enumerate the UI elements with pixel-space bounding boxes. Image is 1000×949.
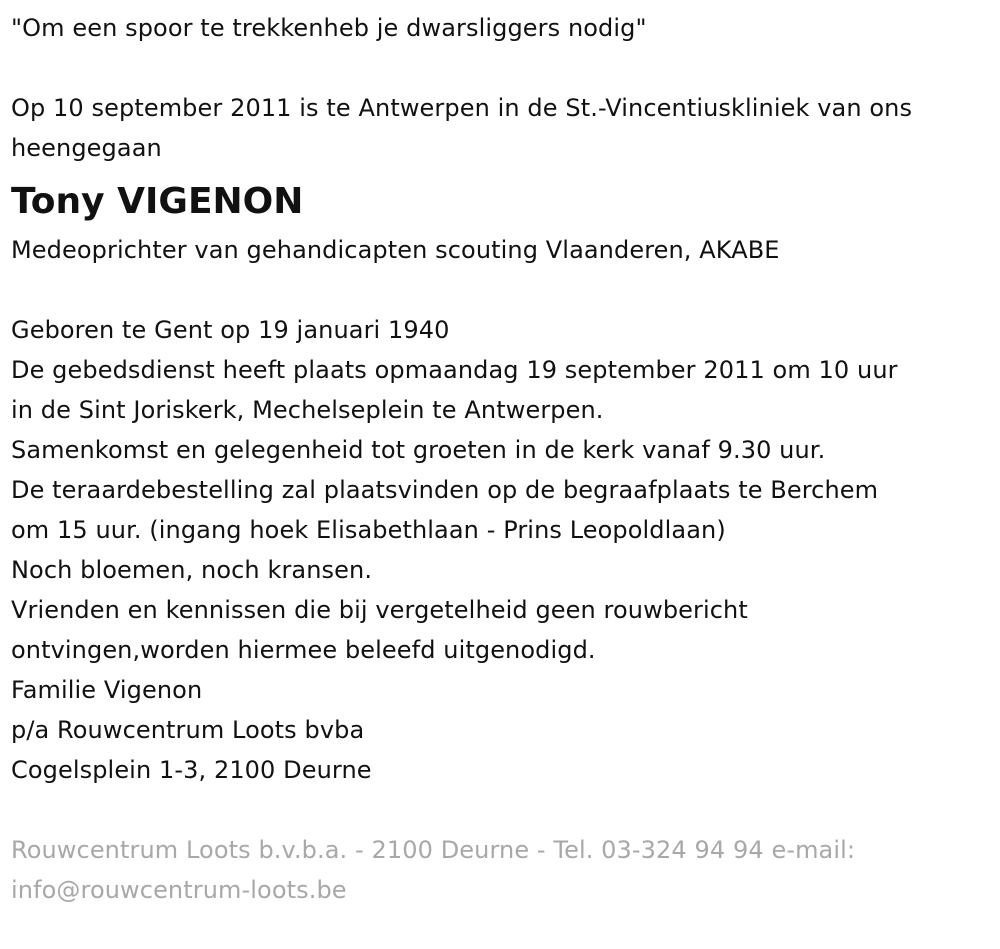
spacer <box>11 48 991 88</box>
detail-line: Samenkomst en gelegenheid tot groeten in de kerk vanaf 9.30 uur. <box>11 436 826 464</box>
deceased-name: Tony VIGENON <box>11 181 304 222</box>
detail-line: in de Sint Joriskerk, Mechelseplein te Antwerpen. <box>11 396 604 424</box>
death-notice <box>11 8 991 910</box>
intro-line: Op 10 september 2011 is te Antwerpen in de St.-Vincentiuskliniek van ons <box>11 94 913 122</box>
detail-line: De gebedsdienst heeft plaats opmaandag 19 september 2011 om 10 uur <box>11 356 898 384</box>
family-signature: Familie Vigenon <box>11 676 203 704</box>
spacer <box>11 270 991 310</box>
detail-line: De teraardebestelling zal plaatsvinden op de begraafplaats te Berchem <box>11 476 879 504</box>
detail-line: om 15 uur. (ingang hoek Elisabethlaan - Prins Leopoldlaan) <box>11 516 726 544</box>
footer-line: Rouwcentrum Loots b.v.b.a. - 2100 Deurne - Tel. 03-324 94 94 e-mail: <box>11 836 856 864</box>
funeral-details <box>11 310 991 790</box>
footer-email-link[interactable]: info@rouwcentrum-loots.be <box>11 876 347 904</box>
spacer <box>11 790 991 830</box>
funeral-home-address: Cogelsplein 1-3, 2100 Deurne <box>11 756 372 784</box>
funeral-home-name: p/a Rouwcentrum Loots bvba <box>11 716 365 744</box>
detail-line: Vrienden en kennissen die bij vergetelheid geen rouwbericht <box>11 596 748 624</box>
detail-line: Noch bloemen, noch kransen. <box>11 556 373 584</box>
motto-quote: "Om een spoor te trekkenheb je dwarsliggers nodig" <box>11 14 647 42</box>
detail-line: ontvingen,worden hiermee beleefd uitgenodigd. <box>11 636 596 664</box>
intro-text <box>11 88 991 168</box>
footer-contact <box>11 830 991 910</box>
deceased-role: Medeoprichter van gehandicapten scouting Vlaanderen, AKABE <box>11 236 780 264</box>
detail-line: Geboren te Gent op 19 januari 1940 <box>11 316 450 344</box>
intro-line: heengegaan <box>11 134 162 162</box>
